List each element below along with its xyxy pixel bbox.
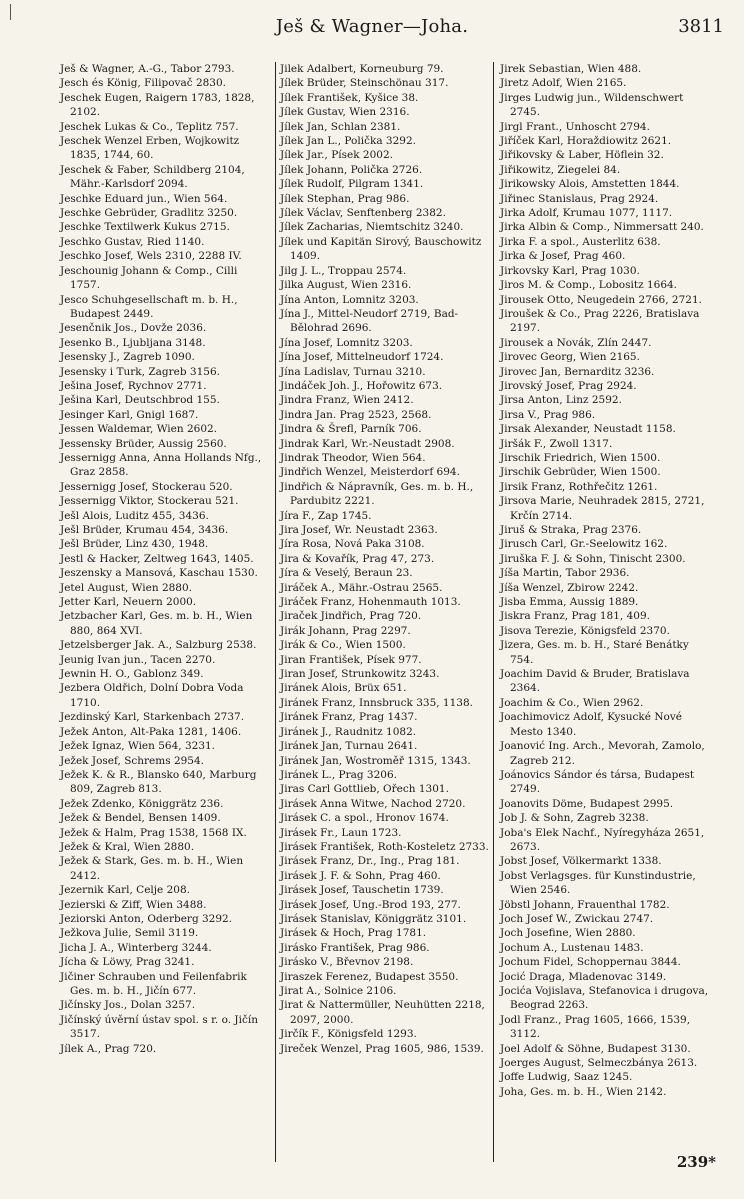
directory-entry: Jetzelsberger Jak. A., Salzburg 2538. (60, 639, 257, 652)
directory-entry: Jesco Schuhgesellschaft m. b. H., Budapest 2449. (60, 293, 238, 320)
directory-entry: Jocića Vojislava, Stefanovica i drugova, Beograd 2263. (500, 985, 709, 1012)
directory-entry: Jirat A., Solnice 2106. (280, 985, 397, 997)
directory-entry: Jína Josef, Mittelneudorf 1724. (280, 351, 444, 364)
directory-entry: Jíša Wenzel, Zbirow 2242. (500, 581, 639, 594)
directory-entry: Jilka August, Wien 2316. (280, 279, 412, 292)
directory-entry: Jireček Wenzel, Prag 1605, 986, 1539. (280, 1042, 484, 1055)
directory-entry: Joch Josefine, Wien 2880. (500, 927, 636, 940)
directory-entry: Jiras Carl Gottlieb, Ořech 1301. (280, 783, 449, 796)
directory-entry: Jílek Stephan, Prag 986. (280, 192, 410, 205)
directory-entry: Jindřich & Nápravník, Ges. m. b. H., Pardubitz 2221. (280, 480, 474, 508)
directory-entry: Ješl Brüder, Linz 430, 1948. (60, 538, 209, 551)
directory-entry: Jesenko B., Ljubljana 3148. (60, 336, 206, 349)
directory-entry: Jeschek Wenzel Erben, Wojkowitz 1835, 1744, 60. (60, 135, 240, 162)
column-2 (280, 62, 490, 1056)
directory-entry: Jílek Jan, Schlan 2381. (280, 120, 401, 133)
directory-entry: Jiřikowitz, Ziegelei 84. (500, 163, 621, 176)
directory-entry: Jiroušek & Co., Prag 2226, Bratislava 2197. (500, 307, 700, 335)
directory-entry: Jindrak Theodor, Wien 564. (280, 451, 426, 464)
directory-entry: Jezdinský Karl, Starkenbach 2737. (60, 711, 245, 724)
directory-entry: Jezierski & Ziff, Wien 3488. (60, 898, 207, 911)
directory-entry: Jirusch Carl, Gr.-Seelowitz 162. (500, 538, 668, 551)
directory-entry: Ježek & Halm, Prag 1538, 1568 IX. (60, 826, 247, 839)
directory-entry: Jeschek Lukas & Co., Teplitz 757. (60, 120, 239, 133)
directory-entry: Jirásek František, Roth-Kosteletz 2733. (280, 840, 489, 853)
directory-entry: Jirek Sebastian, Wien 488. (500, 63, 642, 75)
directory-entry: Jirásko V., Břevnov 2198. (280, 956, 414, 969)
directory-entry: Jeunig Ivan jun., Tacen 2270. (60, 653, 216, 666)
directory-entry: Joffe Ludwig, Saaz 1245. (500, 1071, 633, 1084)
directory-entry: Jirásek & Hoch, Prag 1781. (280, 927, 427, 940)
directory-entry: Jirka F. a spol., Austerlitz 638. (500, 235, 661, 248)
directory-entry: Jirousek a Novák, Zlín 2447. (500, 336, 652, 349)
directory-entry: Jeschko Josef, Wels 2310, 2288 IV. (60, 250, 242, 263)
directory-entry: Jiřinec Stanislaus, Prag 2924. (500, 192, 659, 205)
directory-entry: Jilek Adalbert, Korneuburg 79. (280, 63, 444, 75)
directory-entry: Job J. & Sohn, Zagreb 3238. (500, 812, 649, 825)
directory-entry: Jirák & Co., Wien 1500. (280, 639, 406, 652)
directory-entry: Jetel August, Wien 2880. (60, 581, 193, 594)
directory-entry: Joachimovicz Adolf, Kysucké Nové Mesto 1340. (500, 711, 682, 738)
directory-entry: Jína Anton, Lomnitz 3203. (280, 293, 419, 306)
page-header (0, 0, 744, 50)
directory-entry: Jirovec Jan, Bernarditz 3236. (500, 365, 655, 378)
directory-entry: Jiránek J., Raudnitz 1082. (280, 725, 417, 738)
directory-entry: Jeschko Gustav, Ried 1140. (60, 235, 205, 248)
directory-entry: Joerges August, Selmeczbánya 2613. (500, 1057, 698, 1070)
directory-entry: Jiraček Jindřich, Prag 720. (280, 610, 422, 623)
directory-entry: Joanovits Döme, Budapest 2995. (500, 797, 674, 810)
directory-entry: Jiráček Franz, Hohenmauth 1013. (280, 596, 461, 609)
directory-entry: Jirásek Fr., Laun 1723. (280, 826, 402, 839)
directory-entry: Jirsik Franz, Rothřečitz 1261. (500, 480, 658, 493)
directory-entry: Jessernigg Viktor, Stockerau 521. (60, 495, 239, 508)
directory-entry: Jeschek & Faber, Schildberg 2104, Mähr.-Karlsdorf 2094. (60, 163, 245, 191)
directory-entry: Jisba Emma, Aussig 1889. (500, 596, 639, 609)
directory-entry: Joch Josef W., Zwickau 2747. (500, 912, 654, 925)
directory-entry: Ješ & Wagner, A.-G., Tabor 2793. (60, 63, 235, 75)
directory-entry: Jestl & Hacker, Zeltweg 1643, 1405. (60, 552, 254, 565)
directory-entry: Jirásek Josef, Ung.-Brod 193, 277. (280, 898, 461, 911)
directory-entry: Jindra & Šrefl, Parník 706. (280, 423, 422, 436)
page-number: 3811 (678, 16, 724, 37)
directory-entry: Jesensky i Turk, Zagreb 3156. (60, 365, 220, 378)
directory-entry: Ješina Karl, Deutschbrod 155. (60, 394, 220, 407)
directory-entry: Ježkova Julie, Semil 3119. (60, 927, 199, 940)
directory-entry: Jessensky Brüder, Aussig 2560. (60, 437, 227, 450)
directory-entry: Jiruš & Straka, Prag 2376. (500, 524, 642, 536)
directory-entry: Jiránek Jan, Turnau 2641. (280, 740, 418, 753)
directory-entry: Jirásek Franz, Dr., Ing., Prag 181. (280, 855, 460, 868)
directory-entry: Jína Josef, Lomnitz 3203. (280, 336, 413, 349)
directory-entry: Jirásek Stanislav, Königgrätz 3101. (280, 912, 467, 925)
signature-mark: 239* (676, 1153, 716, 1171)
directory-entry: Jeschek Eugen, Raigern 1783, 1828, 2102. (60, 91, 255, 119)
directory-entry: Jirovec Georg, Wien 2165. (500, 351, 640, 364)
directory-entry: Jičínský úvěrní ústav spol. s r. o. Jičín 3517. (60, 1013, 258, 1041)
directory-entry: Ježek Josef, Schrems 2954. (60, 754, 205, 767)
column-3 (500, 62, 710, 1099)
directory-entry: Jesenčnik Jos., Dovže 2036. (60, 322, 207, 335)
directory-entry: Jira & Kovařík, Prag 47, 273. (280, 552, 435, 565)
directory-entry: Jirousek Otto, Neugedein 2766, 2721. (500, 293, 702, 306)
directory-entry: Jessernigg Anna, Anna Hollands Nfg., Graz 2858. (60, 451, 262, 479)
directory-entry: Jöbstl Johann, Frauenthal 1782. (500, 898, 670, 911)
directory-entry: Ješl Alois, Luditz 455, 3436. (60, 509, 209, 522)
directory-entry: Jirásek Josef, Tauschetin 1739. (280, 884, 444, 897)
directory-entry: Jindřich Wenzel, Meisterdorf 694. (280, 466, 460, 479)
directory-entry: Jiránek Franz, Innsbruck 335, 1138. (280, 696, 473, 709)
directory-entry: Jezernik Karl, Celje 208. (60, 884, 190, 897)
directory-entry: Jindra Franz, Wien 2412. (280, 394, 414, 407)
directory-entry: Jílek Brüder, Steinschönau 317. (280, 77, 449, 90)
directory-entry: Jílek Václav, Senftenberg 2382. (280, 207, 446, 220)
directory-entry: Jílek Gustav, Wien 2316. (280, 106, 410, 119)
directory-entry: Jira Josef, Wr. Neustadt 2363. (280, 524, 438, 536)
directory-entry: Jiršák F., Zwoll 1317. (500, 437, 613, 450)
directory-entry: Jezbera Oldřich, Dolní Dobra Voda 1710. (60, 682, 244, 709)
directory-entry: Jirschik Gebrüder, Wien 1500. (500, 466, 661, 479)
directory-entry: Jirka Albin & Comp., Nimmersatt 240. (500, 221, 704, 234)
directory-entry: Jirikowsky Alois, Amstetten 1844. (500, 178, 680, 191)
directory-entry: Jeschke Textilwerk Kukus 2715. (60, 221, 230, 234)
directory-entry: Jochum Fidel, Schoppernau 3844. (500, 956, 681, 969)
directory-entry: Jiráček A., Mähr.-Ostrau 2565. (280, 581, 443, 594)
directory-entry: Jesinger Karl, Gnigl 1687. (60, 408, 199, 421)
directory-entry: Ježek Ignaz, Wien 564, 3231. (60, 740, 216, 753)
directory-entry: Jíra F., Zap 1745. (280, 509, 372, 522)
directory-entry: Jiros M. & Comp., Lobositz 1664. (500, 279, 678, 292)
directory-entry: Ježek & Kral, Wien 2880. (60, 840, 195, 853)
directory-entry: Jičiner Schrauben und Feilenfabrik Ges. m. b. H., Jičín 677. (60, 970, 247, 997)
directory-entry: Jodl Franz., Prag 1605, 1666, 1539, 3112. (500, 1013, 691, 1041)
directory-entry: Joha, Ges. m. b. H., Wien 2142. (500, 1085, 667, 1098)
directory-entry: Jíra Rosa, Nová Paka 3108. (280, 538, 425, 551)
directory-entry: Jiříček Karl, Horaždiowitz 2621. (500, 135, 672, 148)
directory-entry: Jícha & Löwy, Prag 3241. (60, 956, 195, 969)
directory-entry: Jirásko František, Prag 986. (280, 941, 430, 954)
directory-entry: Jilg J. L., Troppau 2574. (280, 264, 407, 277)
directory-entry: Jirsova Marie, Neuhradek 2815, 2721, Krčín 2714. (500, 495, 705, 522)
directory-entry: Jobst Verlagsges. für Kunstindustrie, Wien 2546. (500, 869, 696, 897)
directory-entry: Jílek Zacharias, Niemtschitz 3240. (280, 221, 464, 234)
directory-entry: Jílek und Kapitän Sirový, Bauschowitz 1409. (280, 235, 482, 263)
directory-entry: Jindáček Joh. J., Hořowitz 673. (280, 379, 443, 392)
directory-entry: Jirsa Anton, Linz 2592. (500, 394, 622, 407)
directory-entry: Jetzbacher Karl, Ges. m. b. H., Wien 880, 864 XVI. (60, 610, 253, 637)
directory-entry: Jirschik Friedrich, Wien 1500. (500, 451, 661, 464)
directory-entry: Jína J., Mittel-Neudorf 2719, Bad-Bělohrad 2696. (280, 307, 459, 335)
directory-entry: Ježek Zdenko, Königgrätz 236. (60, 797, 224, 810)
directory-entry: Jirásek C. a spol., Hronov 1674. (280, 812, 449, 825)
directory-entry: Jeschke Eduard jun., Wien 564. (60, 192, 228, 205)
directory-entry: Jeszensky a Mansová, Kaschau 1530. (60, 567, 258, 580)
directory-entry: Jílek A., Prag 720. (60, 1042, 157, 1055)
directory-entry: Jewnin H. O., Gablonz 349. (60, 668, 204, 681)
directory-entry: Joachim & Co., Wien 2962. (500, 696, 644, 709)
directory-entry: Jíša Martin, Tabor 2936. (500, 567, 630, 580)
directory-entry: Jičínsky Jos., Dolan 3257. (60, 999, 196, 1012)
directory-entry: Jirges Ludwig jun., Wildenschwert 2745. (500, 91, 684, 119)
directory-entry: Jirka & Josef, Prag 460. (500, 250, 626, 263)
directory-entry: Ješina Josef, Rychnov 2771. (60, 379, 207, 392)
directory-entry: Ježek K. & R., Blansko 640, Marburg 809, Zagreb 813. (60, 768, 257, 796)
directory-entry: Joachim David & Bruder, Bratislava 2364. (500, 668, 690, 695)
directory-entry: Ježek & Bendel, Bensen 1409. (60, 812, 221, 825)
directory-entry: Jiřikovsky & Laber, Höflein 32. (500, 149, 664, 162)
directory-entry: Jizera, Ges. m. b. H., Staré Benátky 754. (500, 639, 689, 666)
directory-entry: Jesch és König, Filipovač 2830. (60, 77, 227, 90)
directory-entry: Jína Ladislav, Turnau 3210. (280, 365, 426, 378)
directory-entry: Jiraszek Ferenez, Budapest 3550. (280, 970, 459, 983)
directory-entry: Jessernigg Josef, Stockerau 520. (60, 480, 233, 493)
directory-entry: Jirovský Josef, Prag 2924. (500, 379, 637, 392)
directory-entry: Jeschounig Johann & Comp., Cilli 1757. (60, 264, 238, 292)
directory-entry: Jiretz Adolf, Wien 2165. (500, 77, 627, 90)
directory-entry: Jiránek L., Prag 3206. (280, 768, 397, 781)
directory-entry: Joel Adolf & Söhne, Budapest 3130. (500, 1042, 691, 1055)
directory-entry: Jirka Adolf, Krumau 1077, 1117. (500, 207, 673, 220)
directory-entry: Jiránek Jan, Wostroměř 1315, 1343. (280, 754, 471, 767)
directory-entry: Jocić Draga, Mladenovac 3149. (500, 970, 667, 983)
directory-entry: Jeziorski Anton, Oderberg 3292. (60, 912, 233, 925)
directory-entry: Jiran Josef, Strunkowitz 3243. (280, 668, 440, 681)
directory-entry: Ježek Anton, Alt-Paka 1281, 1406. (60, 725, 242, 738)
directory-entry: Joánovics Sándor és társa, Budapest 2749. (500, 768, 695, 796)
directory-columns (60, 62, 710, 1167)
directory-entry: Jiránek Alois, Brüx 651. (280, 682, 407, 695)
directory-entry: Jirásek J. F. & Sohn, Prag 460. (280, 869, 441, 882)
directory-entry: Jindra Jan. Prag 2523, 2568. (280, 408, 432, 421)
directory-entry: Jirkovsky Karl, Prag 1030. (500, 264, 640, 277)
directory-entry: Jiruška F. J. & Sohn, Tinischt 2300. (500, 552, 686, 565)
directory-entry: Jicha J. A., Winterberg 3244. (60, 941, 212, 954)
directory-entry: Jochum A., Lustenau 1483. (500, 941, 644, 954)
directory-entry: Jiran František, Písek 977. (280, 653, 422, 666)
directory-entry: Jílek Jar., Písek 2002. (280, 149, 393, 162)
directory-entry: Jiskra Franz, Prag 181, 409. (500, 610, 650, 623)
directory-entry: Jirgl Frant., Unhoscht 2794. (500, 120, 650, 133)
running-head: Ješ & Wagner—Joha. (275, 16, 469, 37)
directory-entry: Jindrak Karl, Wr.-Neustadt 2908. (280, 437, 455, 450)
directory-entry: Joanović Ing. Arch., Mevorah, Zamolo, Zagreb 212. (500, 740, 705, 767)
column-1 (60, 62, 270, 1056)
directory-entry: Jessen Waldemar, Wien 2602. (60, 423, 218, 436)
directory-entry: Jílek Jan L., Polička 3292. (280, 135, 416, 148)
directory-entry: Ježek & Stark, Ges. m. b. H., Wien 2412. (60, 855, 244, 882)
directory-entry: Jirsak Alexander, Neustadt 1158. (500, 423, 676, 436)
directory-entry: Jirsa V., Prag 986. (500, 408, 596, 421)
directory-entry: Jílek Johann, Polička 2726. (280, 163, 423, 176)
directory-entry: Ješl Brüder, Krumau 454, 3436. (60, 524, 229, 536)
directory-entry: Jirčík F., Königsfeld 1293. (280, 1028, 417, 1041)
directory-entry: Jirat & Nattermüller, Neuhütten 2218, 2097, 2000. (280, 999, 485, 1026)
directory-entry: Jílek František, Kyšice 38. (280, 91, 419, 104)
directory-entry: Jesensky J., Zagreb 1090. (60, 351, 195, 364)
directory-entry: Jiránek Franz, Prag 1437. (280, 711, 418, 724)
directory-entry: Joba's Elek Nachf., Nyíregyháza 2651, 2673. (500, 826, 705, 853)
directory-entry: Jobst Josef, Völkermarkt 1338. (500, 855, 662, 868)
directory-entry: Jisova Terezie, Königsfeld 2370. (500, 624, 670, 637)
directory-entry: Jíra & Veselý, Beraun 23. (280, 567, 413, 580)
directory-entry: Jetter Karl, Neuern 2000. (60, 596, 197, 609)
directory-entry: Jirák Johann, Prag 2297. (280, 624, 411, 637)
directory-entry: Jílek Rudolf, Pilgram 1341. (280, 178, 424, 191)
directory-entry: Jirásek Anna Witwe, Nachod 2720. (280, 797, 466, 810)
directory-entry: Jeschke Gebrüder, Gradlitz 3250. (60, 207, 238, 220)
